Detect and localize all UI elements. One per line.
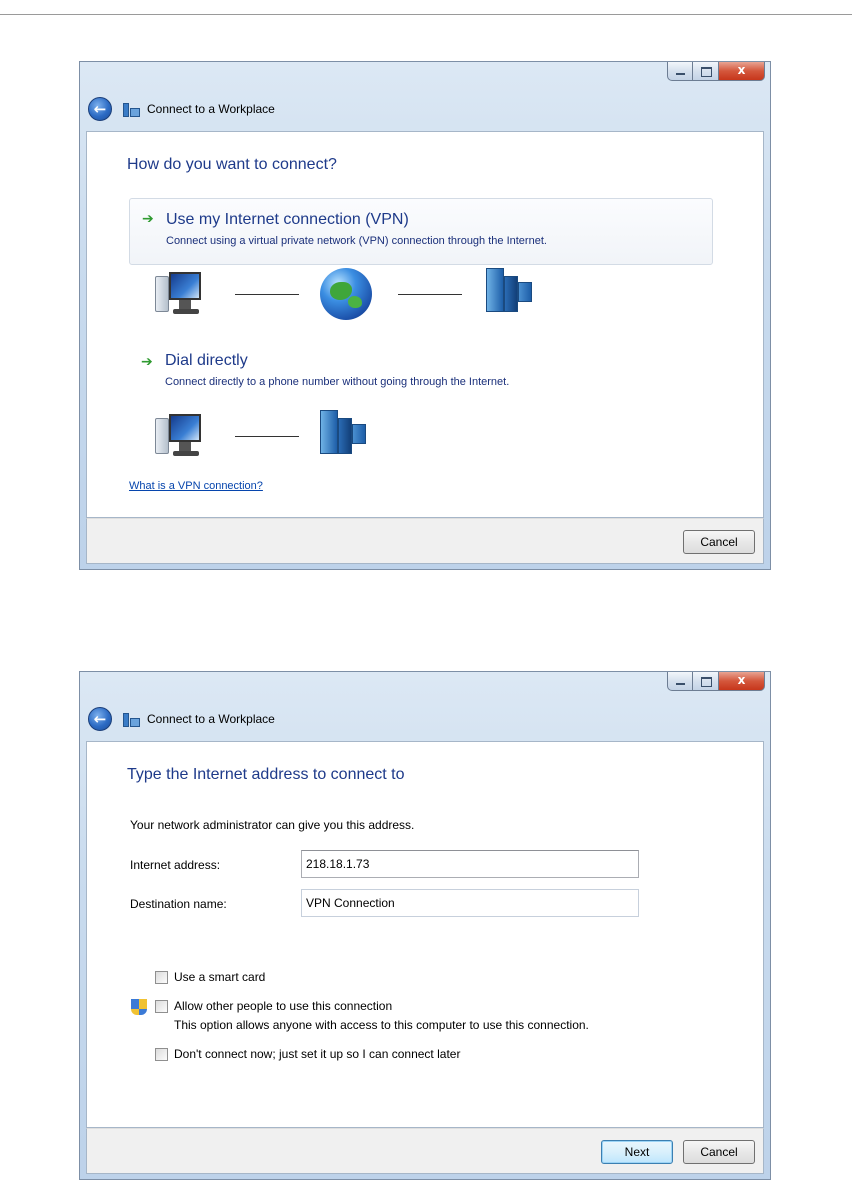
option-dial-description: Connect directly to a phone number without going through the Internet. xyxy=(165,376,510,388)
wizard-footer xyxy=(86,1128,764,1174)
cancel-button[interactable]: Cancel xyxy=(683,530,755,554)
connect-workplace-window-2 xyxy=(79,671,771,1180)
green-arrow-icon: ➔ xyxy=(141,354,153,370)
wizard-footer xyxy=(86,518,764,564)
workplace-building-icon xyxy=(484,268,534,312)
smart-card-label: Use a smart card xyxy=(174,970,266,984)
destination-name-label: Destination name: xyxy=(130,897,227,911)
close-button[interactable]: x xyxy=(719,672,765,691)
minimize-button[interactable] xyxy=(667,672,693,691)
computer-icon xyxy=(155,414,203,458)
option-vpn-title: Use my Internet connection (VPN) xyxy=(166,211,409,228)
connection-line xyxy=(398,294,462,295)
cancel-button[interactable]: Cancel xyxy=(683,1140,755,1164)
allow-others-checkbox[interactable] xyxy=(155,1000,168,1013)
dial-diagram xyxy=(155,414,395,460)
uac-shield-icon xyxy=(131,999,147,1017)
next-button[interactable]: Next xyxy=(601,1140,673,1164)
maximize-button[interactable] xyxy=(693,62,719,81)
page-heading: Type the Internet address to connect to xyxy=(127,766,405,783)
title-row xyxy=(88,96,275,122)
allow-others-label: Allow other people to use this connection xyxy=(174,999,393,1013)
option-dial[interactable] xyxy=(129,348,713,398)
allow-others-description: This option allows anyone with access to this computer to use this connection. xyxy=(174,1018,589,1032)
internet-address-input[interactable] xyxy=(301,850,639,878)
title-row xyxy=(88,706,275,732)
workplace-building-icon xyxy=(318,410,368,454)
window-title: Connect to a Workplace xyxy=(147,712,275,726)
destination-name-input[interactable] xyxy=(301,889,639,917)
green-arrow-icon: ➔ xyxy=(142,211,154,227)
maximize-button[interactable] xyxy=(693,672,719,691)
option-vpn-description: Connect using a virtual private network (VPN) connection through the Internet. xyxy=(166,235,547,247)
connect-workplace-window-1 xyxy=(79,61,771,570)
internet-address-label: Internet address: xyxy=(130,858,221,872)
option-vpn[interactable] xyxy=(129,198,713,265)
computer-icon xyxy=(155,272,203,316)
vpn-help-link[interactable]: What is a VPN connection? xyxy=(129,480,263,492)
vpn-diagram xyxy=(155,272,555,318)
smart-card-checkbox-row[interactable] xyxy=(155,970,265,984)
back-arrow-icon[interactable]: ← xyxy=(88,707,112,731)
connect-later-checkbox-row[interactable] xyxy=(155,1047,460,1061)
address-hint-text: Your network administrator can give you this address. xyxy=(130,818,415,832)
workplace-icon xyxy=(123,101,141,117)
window-controls xyxy=(667,62,765,82)
close-button[interactable]: x xyxy=(719,62,765,81)
page-heading: How do you want to connect? xyxy=(127,156,337,173)
minimize-button[interactable] xyxy=(667,62,693,81)
option-dial-title: Dial directly xyxy=(165,352,248,369)
wizard-content xyxy=(86,741,764,1128)
allow-others-checkbox-row[interactable] xyxy=(155,999,392,1013)
workplace-icon xyxy=(123,711,141,727)
page-top-rule xyxy=(0,14,852,15)
connect-later-checkbox[interactable] xyxy=(155,1048,168,1061)
globe-icon xyxy=(320,268,372,320)
window-title: Connect to a Workplace xyxy=(147,102,275,116)
smart-card-checkbox[interactable] xyxy=(155,971,168,984)
wizard-content xyxy=(86,131,764,518)
connect-later-label: Don't connect now; just set it up so I can connect later xyxy=(174,1047,461,1061)
connection-line xyxy=(235,294,299,295)
window-controls xyxy=(667,672,765,692)
back-arrow-icon[interactable]: ← xyxy=(88,97,112,121)
connection-line xyxy=(235,436,299,437)
